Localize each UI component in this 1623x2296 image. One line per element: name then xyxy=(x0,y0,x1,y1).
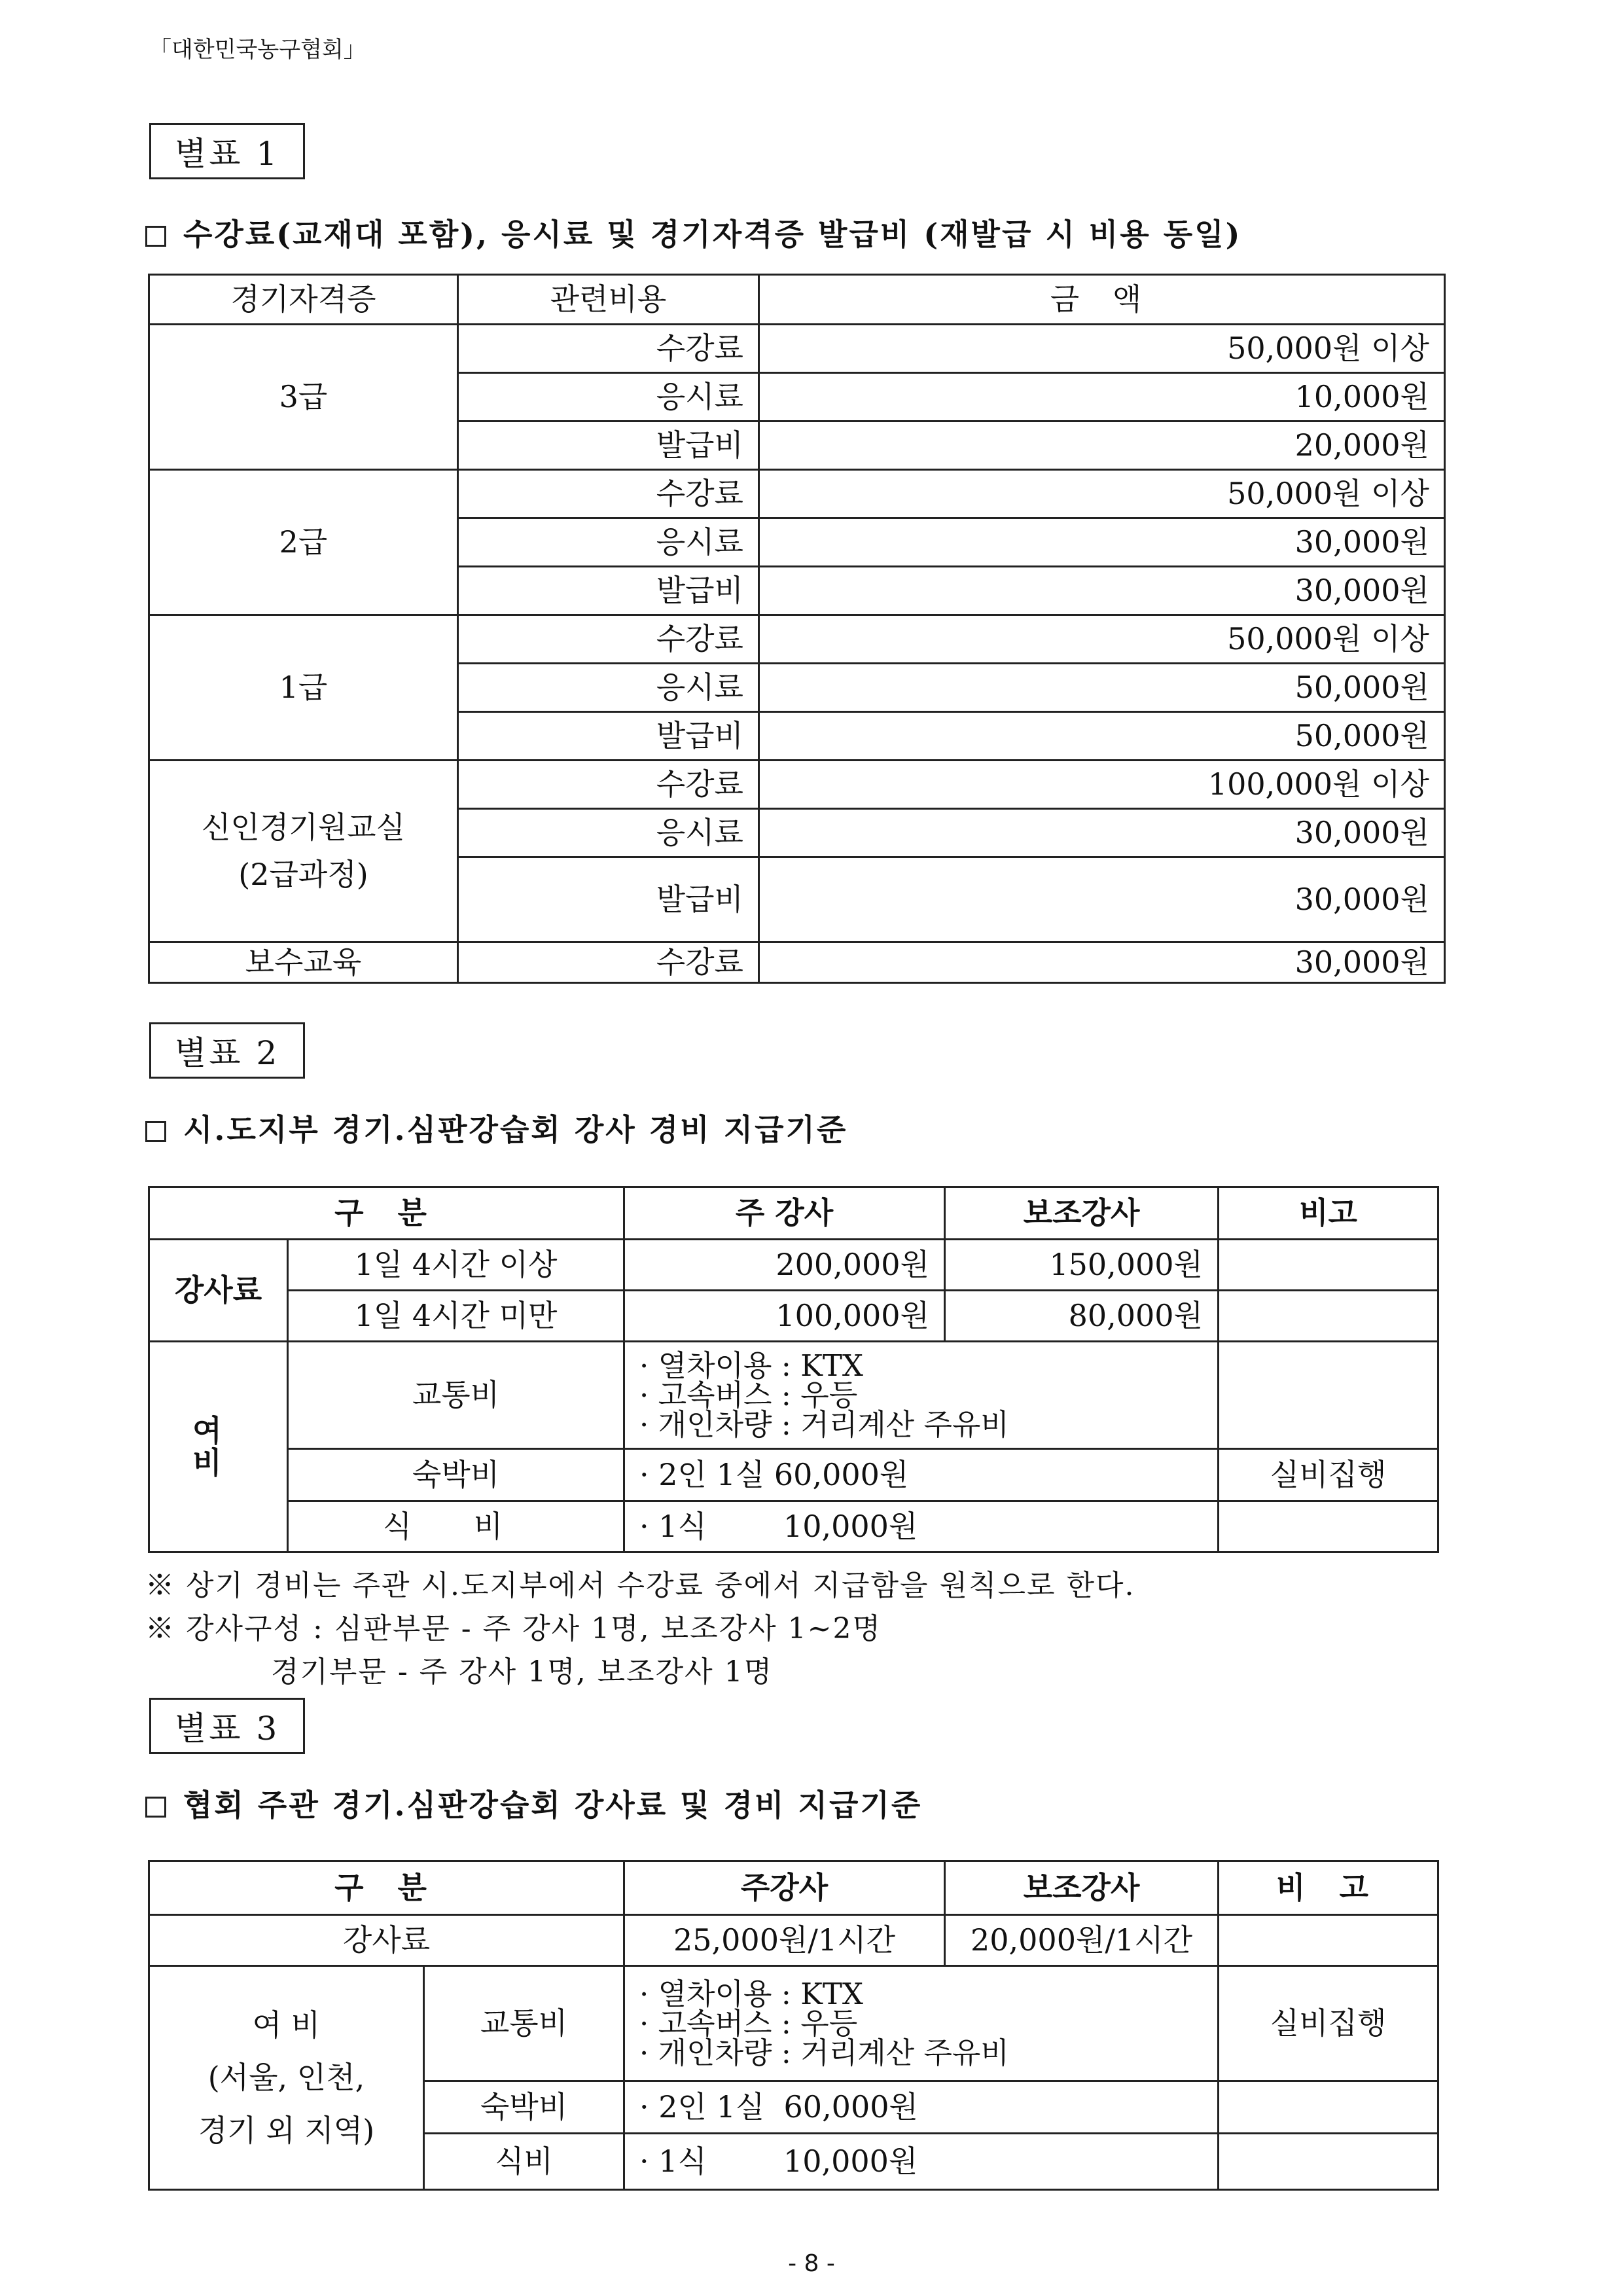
amount-cell: 50,000원 xyxy=(759,712,1445,761)
section-heading-2-text: 시.도지부 경기.심판강습회 강사 경비 지급기준 xyxy=(183,1112,848,1147)
col-header: 관련비용 xyxy=(458,275,759,325)
cost-type-cell: 수강료 xyxy=(458,325,759,373)
meal-detail-cell: · 1식 10,000원 xyxy=(624,2134,1219,2190)
appendix-label-1: 별표 1 xyxy=(149,123,305,179)
amount-cell: 50,000원 이상 xyxy=(759,470,1445,518)
travel-label-cell: 여 비 xyxy=(149,1342,288,1552)
meal-label-cell: 식비 xyxy=(424,2134,624,2190)
amount-cell: 100,000원 이상 xyxy=(759,761,1445,809)
cost-type-cell: 발급비 xyxy=(458,422,759,470)
remark-cell xyxy=(1219,1291,1438,1342)
note-line: 경기부문 - 주 강사 1명, 보조강사 1명 xyxy=(145,1655,774,1689)
fee-condition-cell: 1일 4시간 미만 xyxy=(288,1291,624,1342)
cost-type-cell: 응시료 xyxy=(458,518,759,567)
remark-cell xyxy=(1219,2081,1438,2134)
grade-cell: 2급 xyxy=(149,470,458,615)
cost-type-cell: 수강료 xyxy=(458,470,759,518)
amount-cell: 30,000원 xyxy=(759,809,1445,857)
col-header: 경기자격증 xyxy=(149,275,458,325)
checkbox-icon xyxy=(145,1121,166,1142)
checkbox-icon xyxy=(145,1797,166,1818)
main-instructor-fee: 200,000원 xyxy=(624,1240,945,1291)
col-header: 금 액 xyxy=(759,275,1445,325)
transport-detail-cell: · 열차이용 : KTX · 고속버스 : 우등 · 개인차량 : 거리계산 주유비 xyxy=(624,1966,1219,2081)
transport-detail-cell: · 열차이용 : KTX · 고속버스 : 우등 · 개인차량 : 거리계산 주유비 xyxy=(624,1342,1219,1449)
grade-cell: 3급 xyxy=(149,325,458,470)
appendix-label-2: 별표 2 xyxy=(149,1022,305,1079)
note-line: ※ 상기 경비는 주관 시.도지부에서 수강료 중에서 지급함을 원칙으로 한다. xyxy=(145,1569,1135,1602)
amount-cell: 10,000원 xyxy=(759,373,1445,422)
cost-type-cell: 발급비 xyxy=(458,567,759,615)
main-instructor-fee: 100,000원 xyxy=(624,1291,945,1342)
amount-cell: 50,000원 이상 xyxy=(759,615,1445,664)
appendix-label-3: 별표 3 xyxy=(149,1698,305,1754)
travel-label-cell: 여 비 (서울, 인천, 경기 외 지역) xyxy=(149,1966,424,2190)
amount-cell: 30,000원 xyxy=(759,857,1445,942)
section-heading-3 xyxy=(145,1782,922,1825)
col-header: 구 분 xyxy=(149,1861,624,1915)
col-header: 보조강사 xyxy=(945,1187,1219,1240)
col-header: 구 분 xyxy=(149,1187,624,1240)
cost-type-cell: 응시료 xyxy=(458,809,759,857)
col-header: 비고 xyxy=(1219,1187,1438,1240)
col-header: 비 고 xyxy=(1219,1861,1438,1915)
cost-type-cell: 응시료 xyxy=(458,373,759,422)
main-instructor-fee: 25,000원/1시간 xyxy=(624,1915,945,1966)
remark-cell: 실비집행 xyxy=(1219,1449,1438,1501)
cost-type-cell: 수강료 xyxy=(458,942,759,983)
remark-cell xyxy=(1219,1501,1438,1552)
section-heading-2 xyxy=(145,1106,847,1149)
section-heading-1-text: 수강료(교재대 포함), 응시료 및 경기자격증 발급비 (재발급 시 비용 동일) xyxy=(183,217,1242,252)
table-row xyxy=(149,325,1445,373)
fee-label-cell: 강사료 xyxy=(149,1240,288,1342)
association-expense-table xyxy=(148,1860,1439,2191)
instructor-expense-table xyxy=(148,1186,1439,1553)
col-header: 주 강사 xyxy=(624,1187,945,1240)
table-header-row xyxy=(149,1187,1438,1240)
section-heading-3-text: 협회 주관 경기.심판강습회 강사료 및 경비 지급기준 xyxy=(183,1787,923,1823)
remark-cell: 실비집행 xyxy=(1219,1966,1438,2081)
cost-type-cell: 발급비 xyxy=(458,857,759,942)
assistant-instructor-fee: 20,000원/1시간 xyxy=(945,1915,1219,1966)
meal-detail-cell: · 1식 10,000원 xyxy=(624,1501,1219,1552)
lodging-detail-cell: · 2인 1실 60,000원 xyxy=(624,1449,1219,1501)
amount-cell: 30,000원 xyxy=(759,518,1445,567)
table-row xyxy=(149,1291,1438,1342)
meal-label-cell: 식 비 xyxy=(288,1501,624,1552)
table-header-row xyxy=(149,1861,1438,1915)
table-row xyxy=(149,761,1445,809)
remark-cell xyxy=(1219,1342,1438,1449)
note-line: ※ 강사구성 : 심판부문 - 주 강사 1명, 보조강사 1~2명 xyxy=(145,1612,882,1645)
fee-label-cell: 강사료 xyxy=(149,1915,624,1966)
table-row xyxy=(149,1915,1438,1966)
grade-cell: 1급 xyxy=(149,615,458,761)
table-row xyxy=(149,615,1445,664)
cost-type-cell: 발급비 xyxy=(458,712,759,761)
remark-cell xyxy=(1219,2134,1438,2190)
cost-type-cell: 수강료 xyxy=(458,761,759,809)
amount-cell: 20,000원 xyxy=(759,422,1445,470)
lodging-label-cell: 숙박비 xyxy=(288,1449,624,1501)
document-header: 「대한민국농구협회」 xyxy=(149,37,366,63)
checkbox-icon xyxy=(145,226,166,247)
cost-type-cell: 수강료 xyxy=(458,615,759,664)
col-header: 보조강사 xyxy=(945,1861,1219,1915)
lodging-detail-cell: · 2인 1실 60,000원 xyxy=(624,2081,1219,2134)
grade-cell: 신인경기원교실 (2급과정) xyxy=(149,761,458,942)
transport-label-cell: 교통비 xyxy=(424,1966,624,2081)
table-row xyxy=(149,1966,1438,2081)
cost-type-cell: 응시료 xyxy=(458,664,759,712)
assistant-instructor-fee: 150,000원 xyxy=(945,1240,1219,1291)
table-row xyxy=(149,942,1445,983)
table-row xyxy=(149,1240,1438,1291)
section-heading-1 xyxy=(145,211,1241,254)
table-row xyxy=(149,1501,1438,1552)
grade-cell: 보수교육 xyxy=(149,942,458,983)
amount-cell: 30,000원 xyxy=(759,567,1445,615)
table-header-row xyxy=(149,275,1445,325)
table-row xyxy=(149,1342,1438,1449)
fee-condition-cell: 1일 4시간 이상 xyxy=(288,1240,624,1291)
amount-cell: 30,000원 xyxy=(759,942,1445,983)
assistant-instructor-fee: 80,000원 xyxy=(945,1291,1219,1342)
lodging-label-cell: 숙박비 xyxy=(424,2081,624,2134)
table-row xyxy=(149,470,1445,518)
page-number: - 8 - xyxy=(788,2250,835,2277)
col-header: 주강사 xyxy=(624,1861,945,1915)
transport-label-cell: 교통비 xyxy=(288,1342,624,1449)
table-row xyxy=(149,1449,1438,1501)
fee-table xyxy=(148,274,1446,984)
amount-cell: 50,000원 xyxy=(759,664,1445,712)
remark-cell xyxy=(1219,1915,1438,1966)
remark-cell xyxy=(1219,1240,1438,1291)
amount-cell: 50,000원 이상 xyxy=(759,325,1445,373)
